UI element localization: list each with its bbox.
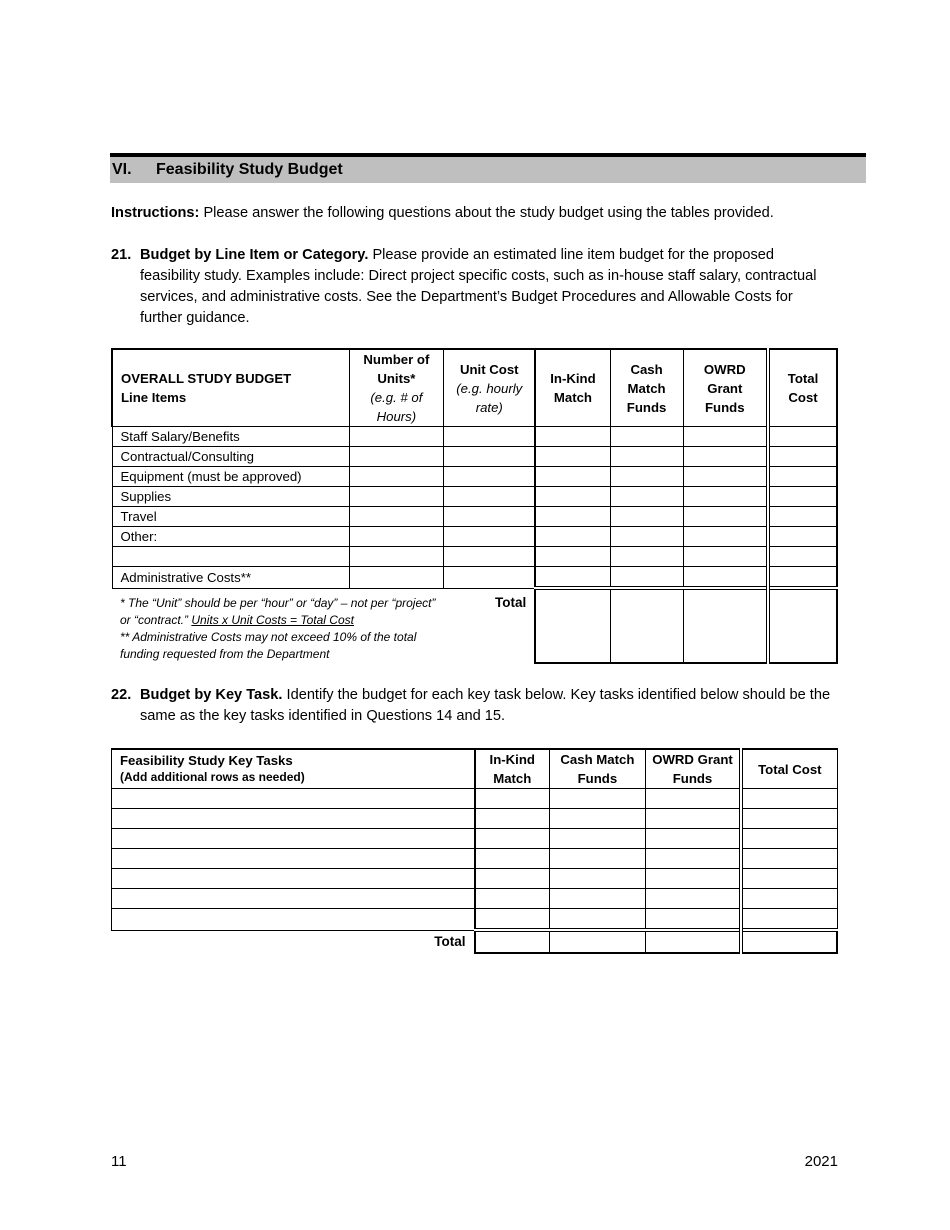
cash-cell[interactable]	[610, 487, 683, 507]
section-heading	[110, 157, 866, 183]
cash-cell[interactable]	[610, 467, 683, 487]
cash-cell[interactable]	[610, 427, 683, 447]
key-task-cell[interactable]	[112, 849, 475, 869]
units-cell[interactable]	[349, 567, 444, 589]
total-cost-cell[interactable]	[741, 930, 837, 953]
in-kind-cell[interactable]	[535, 527, 610, 547]
total-in-kind-cell[interactable]	[475, 930, 550, 953]
line-item-rows	[112, 427, 837, 589]
unit-cost-cell[interactable]	[444, 487, 536, 507]
header-number-of-units: Number of Units* (e.g. # of Hours)	[349, 349, 444, 427]
units-cell[interactable]	[349, 467, 444, 487]
header-unit-cost: Unit Cost (e.g. hourly rate)	[444, 349, 536, 427]
in-kind-cell[interactable]	[475, 829, 550, 849]
in-kind-cell[interactable]	[475, 869, 550, 889]
line-item-label	[112, 547, 349, 567]
owrd-cell[interactable]	[645, 849, 741, 869]
total-cell[interactable]	[741, 789, 837, 809]
total-cell[interactable]	[768, 567, 837, 589]
question-text: Please provide an estimated line item budget for the proposed feasibility study. Examples include: Direct project specific costs, such as in-house staff salary, contractual services, and administrative costs. See the Department’s Budget Procedures and Allowable Costs for further guidance.	[140, 247, 817, 326]
question-title: Budget by Line Item or Category.	[140, 247, 369, 263]
table-header-row	[112, 349, 837, 427]
header-key-tasks: Feasibility Study Key Tasks (Add additional rows as needed)	[112, 749, 475, 789]
total-label: Total	[434, 934, 466, 950]
total-cell[interactable]	[768, 547, 837, 567]
total-cash-cell[interactable]	[549, 930, 645, 953]
units-cell[interactable]	[349, 447, 444, 467]
header-total-cost: Total Cost	[741, 749, 837, 789]
header-in-kind-match: In-Kind Match	[475, 749, 550, 789]
page-number: 11	[111, 1153, 127, 1170]
footer-year: 2021	[804, 1153, 838, 1170]
instructions-text: Please answer the following questions about the study budget using the tables provided.	[203, 205, 774, 221]
units-cell[interactable]	[349, 487, 444, 507]
header-cash-match-funds: Cash Match Funds	[549, 749, 645, 789]
cash-cell[interactable]	[610, 507, 683, 527]
header-in-kind-match: In-Kind Match	[535, 349, 610, 427]
owrd-cell[interactable]	[683, 527, 768, 547]
footnote-admin: ** Administrative Costs may not exceed 10% of the total funding requested from the Department	[120, 629, 417, 661]
unit-cost-cell[interactable]	[444, 547, 536, 567]
total-cell[interactable]	[741, 849, 837, 869]
section-number: VI.	[112, 161, 132, 178]
section-title: Feasibility Study Budget	[156, 161, 343, 178]
cash-cell[interactable]	[549, 909, 645, 931]
in-kind-cell[interactable]	[535, 487, 610, 507]
total-cell[interactable]	[741, 809, 837, 829]
unit-cost-cell[interactable]	[444, 507, 536, 527]
total-cell[interactable]	[741, 909, 837, 931]
in-kind-cell[interactable]	[535, 507, 610, 527]
cash-cell[interactable]	[549, 889, 645, 909]
in-kind-cell[interactable]	[535, 467, 610, 487]
line-item-label: Supplies	[112, 487, 349, 507]
table-header-row	[112, 749, 838, 789]
header-cash-match-funds: Cash Match Funds	[610, 349, 683, 427]
instructions-label: Instructions:	[111, 205, 200, 221]
units-cell[interactable]	[349, 507, 444, 527]
key-task-cell[interactable]	[112, 789, 475, 809]
total-owrd-cell[interactable]	[645, 930, 741, 953]
table-row	[112, 487, 837, 507]
cash-cell[interactable]	[549, 869, 645, 889]
key-task-cell[interactable]	[112, 889, 475, 909]
question-21	[111, 245, 831, 335]
key-task-cell[interactable]	[112, 909, 475, 931]
question-22	[111, 685, 841, 729]
table-row	[112, 869, 838, 889]
table-row	[112, 567, 837, 589]
total-cell[interactable]	[768, 467, 837, 487]
cash-cell[interactable]	[610, 547, 683, 567]
question-text: Identify the budget for each key task below. Key tasks identified below should be the same as the key tasks identified in Questions 14 and 15.	[140, 687, 831, 724]
table-row	[112, 829, 838, 849]
header-total-cost: Total Cost	[768, 349, 837, 427]
overall-budget-table	[111, 348, 838, 664]
table-row	[112, 527, 837, 547]
total-in-kind-cell[interactable]	[535, 588, 610, 663]
owrd-cell[interactable]	[683, 447, 768, 467]
table-row	[112, 789, 838, 809]
question-number: 22.	[111, 687, 132, 703]
cash-cell[interactable]	[610, 527, 683, 547]
key-task-rows	[112, 789, 838, 931]
owrd-cell[interactable]	[645, 789, 741, 809]
total-cash-cell[interactable]	[610, 588, 683, 663]
line-item-label: Staff Salary/Benefits	[112, 427, 349, 447]
total-owrd-cell[interactable]	[683, 588, 768, 663]
cash-cell[interactable]	[610, 567, 683, 589]
owrd-cell[interactable]	[645, 889, 741, 909]
key-task-cell[interactable]	[112, 809, 475, 829]
in-kind-cell[interactable]	[535, 427, 610, 447]
question-number: 21.	[111, 247, 132, 263]
units-cell[interactable]	[349, 547, 444, 567]
total-cell[interactable]	[768, 447, 837, 467]
table-row	[112, 467, 837, 487]
total-cell[interactable]	[741, 829, 837, 849]
unit-cost-cell[interactable]	[444, 567, 536, 589]
key-task-budget-table	[111, 748, 838, 954]
instructions	[111, 203, 871, 224]
table-row	[112, 547, 837, 567]
total-cell[interactable]	[768, 427, 837, 447]
unit-cost-cell[interactable]	[444, 527, 536, 547]
owrd-cell[interactable]	[645, 829, 741, 849]
owrd-cell[interactable]	[683, 467, 768, 487]
table-row	[112, 889, 838, 909]
header-line-items: OVERALL STUDY BUDGET Line Items	[112, 349, 349, 427]
total-cell[interactable]	[741, 869, 837, 889]
total-cell[interactable]	[768, 487, 837, 507]
cash-cell[interactable]	[549, 829, 645, 849]
total-cell[interactable]	[768, 507, 837, 527]
in-kind-cell[interactable]	[475, 889, 550, 909]
owrd-cell[interactable]	[683, 507, 768, 527]
owrd-cell[interactable]	[645, 869, 741, 889]
totals-row	[112, 588, 837, 663]
table-row	[112, 849, 838, 869]
key-task-cell[interactable]	[112, 869, 475, 889]
in-kind-cell[interactable]	[475, 809, 550, 829]
in-kind-cell[interactable]	[535, 547, 610, 567]
footnote-unit: * The “Unit” should be per “hour” or “day” – not per “project” or “contract.”	[120, 595, 436, 627]
line-item-label: Other:	[112, 527, 349, 547]
cash-cell[interactable]	[549, 809, 645, 829]
question-title: Budget by Key Task.	[140, 687, 283, 703]
owrd-cell[interactable]	[683, 487, 768, 507]
key-task-cell[interactable]	[112, 829, 475, 849]
unit-cost-cell[interactable]	[444, 427, 536, 447]
line-item-label: Administrative Costs**	[112, 567, 349, 589]
units-cell[interactable]	[349, 527, 444, 547]
unit-cost-cell[interactable]	[444, 447, 536, 467]
owrd-cell[interactable]	[683, 567, 768, 589]
line-item-label: Travel	[112, 507, 349, 527]
total-label: Total	[495, 594, 527, 610]
in-kind-cell[interactable]	[535, 567, 610, 589]
header-owrd-grant-funds: OWRD Grant Funds	[683, 349, 768, 427]
in-kind-cell[interactable]	[475, 849, 550, 869]
total-cell[interactable]	[741, 889, 837, 909]
total-cell[interactable]	[768, 527, 837, 547]
owrd-cell[interactable]	[645, 809, 741, 829]
line-item-label: Equipment (must be approved)	[112, 467, 349, 487]
totals-row	[112, 930, 838, 953]
cash-cell[interactable]	[610, 447, 683, 467]
line-item-label: Contractual/Consulting	[112, 447, 349, 467]
owrd-cell[interactable]	[645, 909, 741, 931]
table-row	[112, 447, 837, 467]
cash-cell[interactable]	[549, 789, 645, 809]
owrd-cell[interactable]	[683, 547, 768, 567]
table-row	[112, 909, 838, 931]
in-kind-cell[interactable]	[475, 909, 550, 931]
cash-cell[interactable]	[549, 849, 645, 869]
total-cost-cell[interactable]	[768, 588, 837, 663]
in-kind-cell[interactable]	[475, 789, 550, 809]
table-row	[112, 507, 837, 527]
units-cell[interactable]	[349, 427, 444, 447]
table-row	[112, 809, 838, 829]
footnotes	[112, 588, 444, 663]
owrd-cell[interactable]	[683, 427, 768, 447]
in-kind-cell[interactable]	[535, 447, 610, 467]
footnote-formula: Units x Unit Costs = Total Cost	[191, 612, 354, 627]
unit-cost-cell[interactable]	[444, 467, 536, 487]
table-row	[112, 427, 837, 447]
header-owrd-grant-funds: OWRD Grant Funds	[645, 749, 741, 789]
